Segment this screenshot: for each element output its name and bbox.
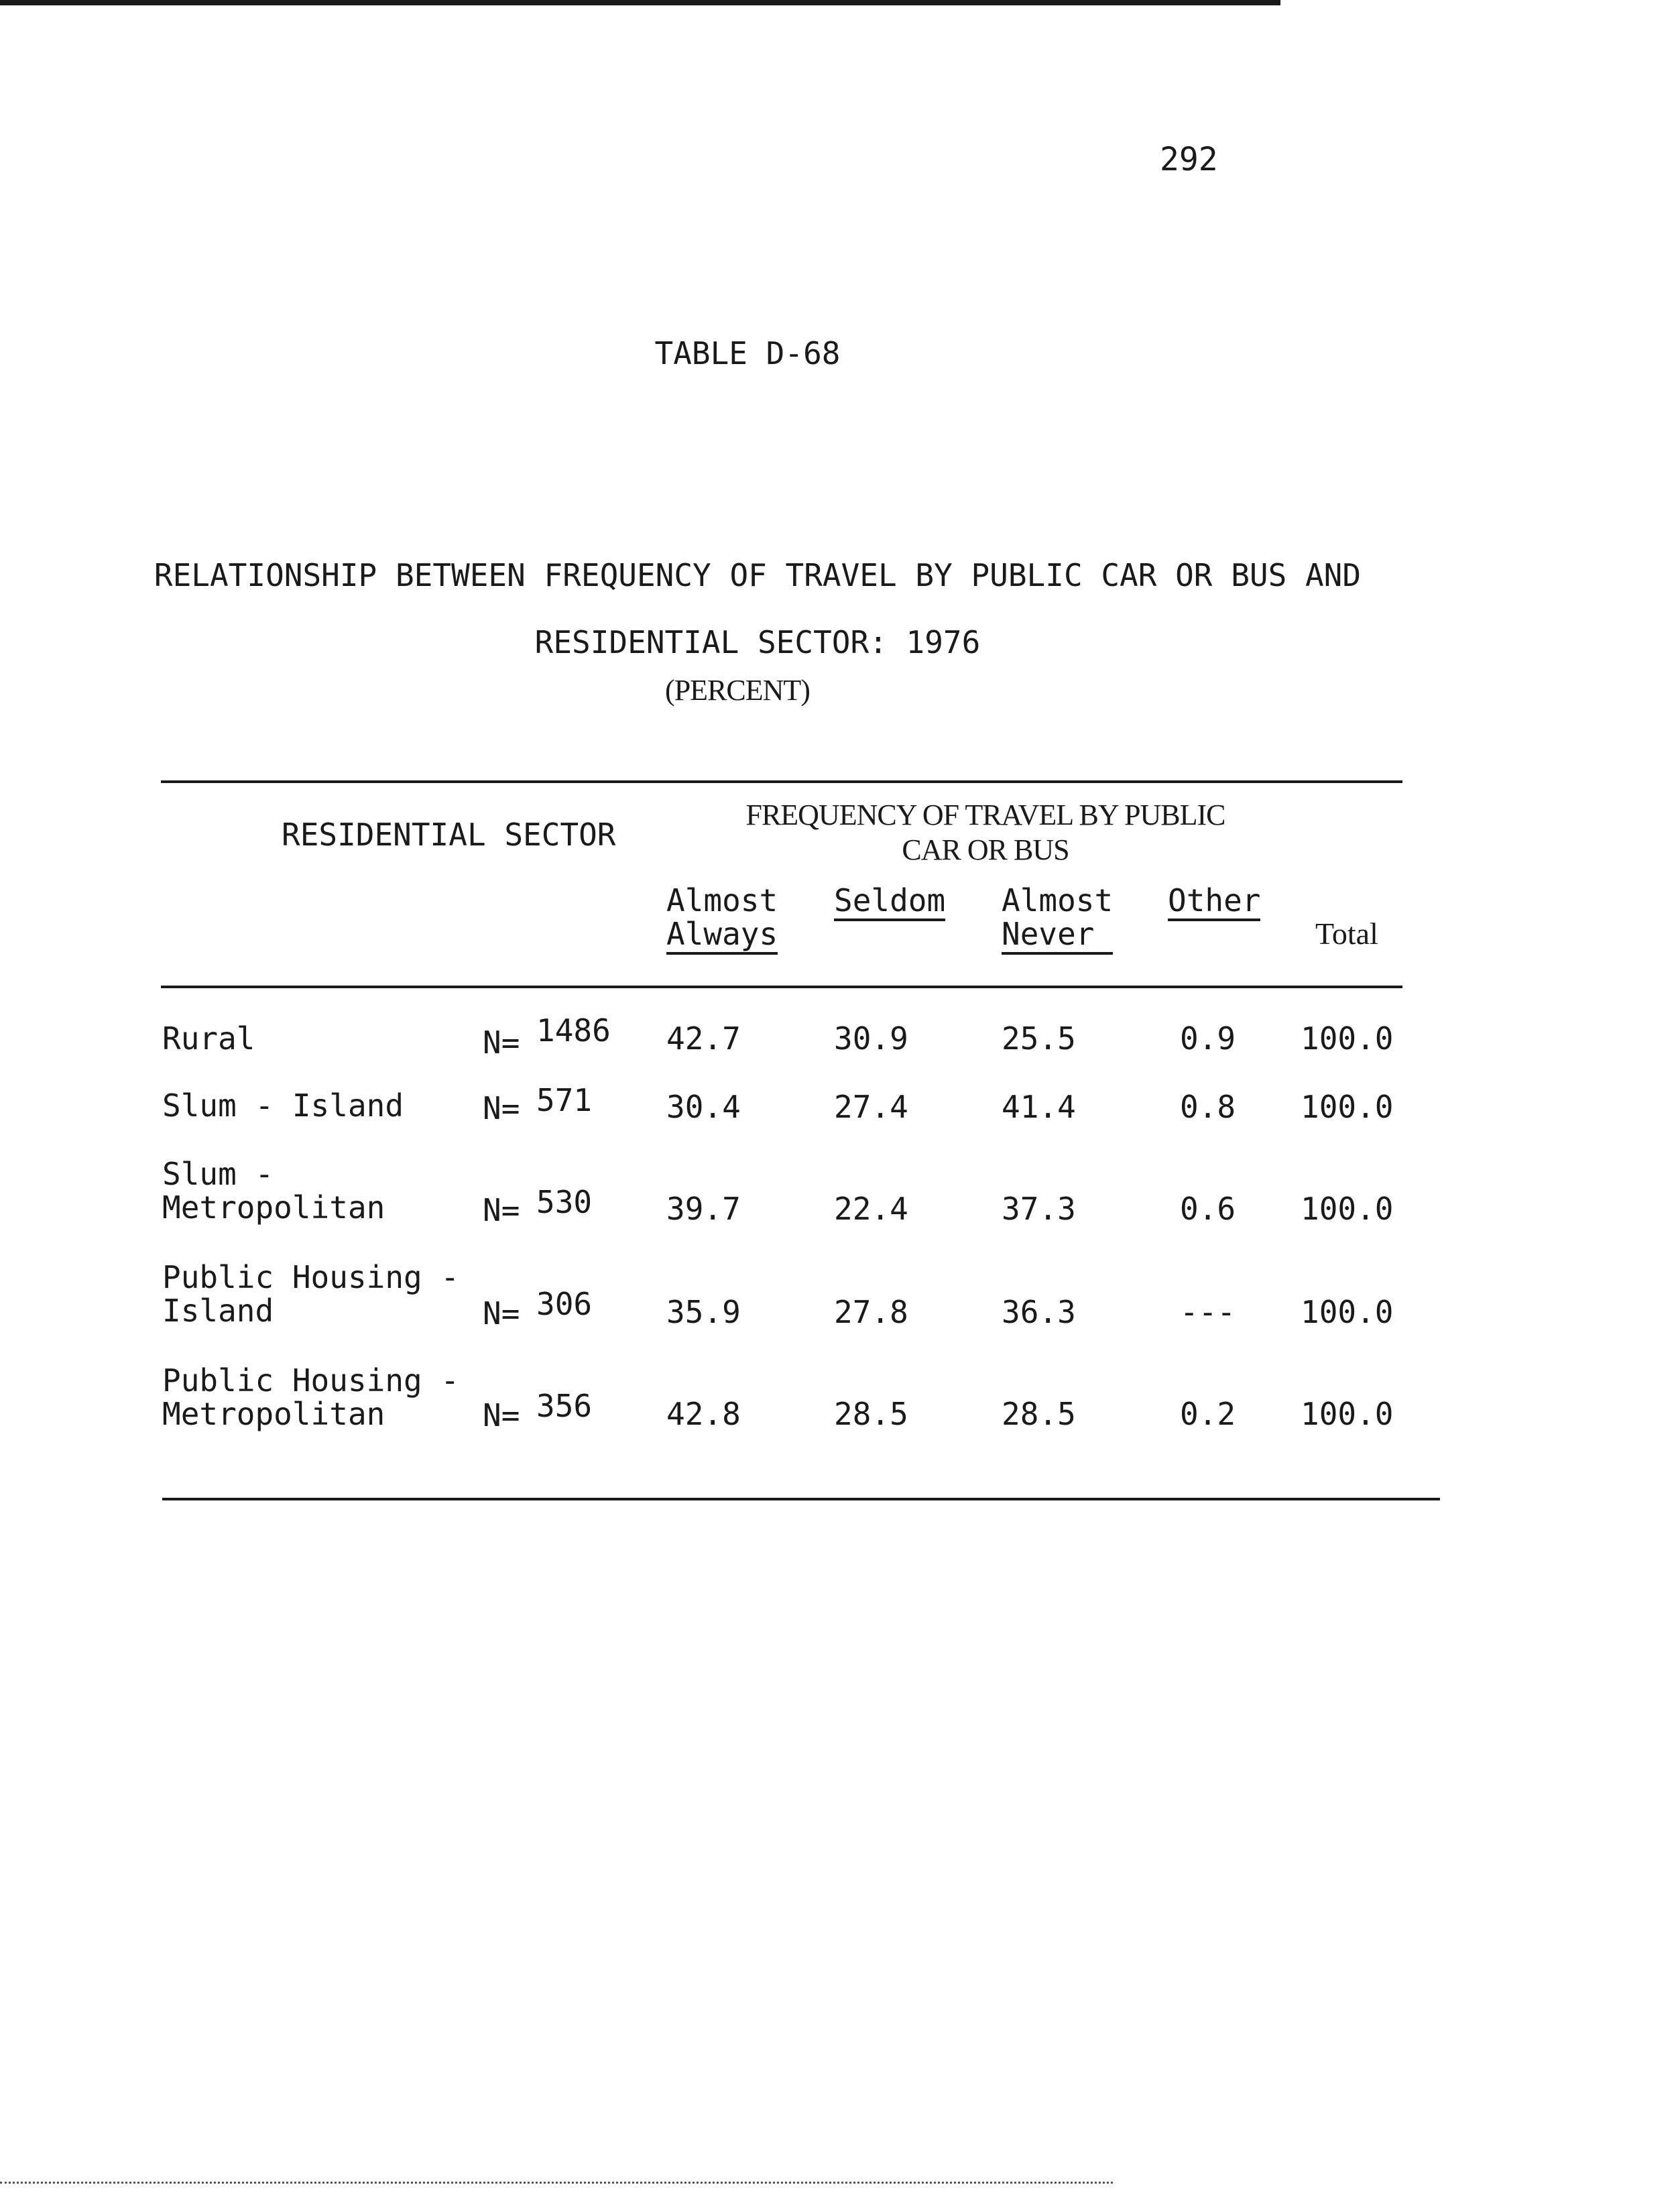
table-subtitle: (PERCENT) <box>665 674 810 707</box>
table-id: TABLE D-68 <box>654 335 841 371</box>
seldom-value: 28.5 <box>834 1396 908 1432</box>
seldom-value: 30.9 <box>834 1020 908 1057</box>
row-label: Public Housing - Island <box>162 1259 460 1329</box>
n-value: 530 <box>536 1184 593 1220</box>
bottom-scan-edge <box>0 2182 1113 2184</box>
total-value: 100.0 <box>1301 1294 1394 1330</box>
column-header-total: Total <box>1315 916 1378 951</box>
row-label: Public Housing - Metropolitan <box>162 1362 460 1432</box>
total-value: 100.0 <box>1301 1396 1394 1432</box>
frequency-header <box>737 798 1234 868</box>
almost-never-value: 28.5 <box>1002 1396 1076 1432</box>
almost-always-value: 30.4 <box>666 1089 741 1125</box>
title-line-1: RELATIONSHIP BETWEEN FREQUENCY OF TRAVEL BY PUBLIC CAR OR BUS AND <box>154 557 1362 593</box>
page-number: 292 <box>1160 141 1218 178</box>
row-label: Slum - Island <box>162 1087 404 1124</box>
other-value: 0.9 <box>1180 1020 1236 1057</box>
column-header-seldom: Seldom <box>834 884 945 921</box>
other-value: --- <box>1180 1294 1236 1330</box>
frequency-header-line-2: CAR OR BUS <box>902 833 1069 866</box>
total-value: 100.0 <box>1301 1191 1394 1227</box>
top-border-rule <box>0 0 1280 5</box>
residential-sector-header: RESIDENTIAL SECTOR <box>282 817 616 853</box>
row-label: Rural <box>162 1020 255 1057</box>
n-value: 356 <box>536 1388 593 1424</box>
column-header-almost-always: Almost Always <box>666 884 778 955</box>
seldom-value: 27.4 <box>834 1089 908 1125</box>
column-header-other: Other <box>1168 884 1260 921</box>
row-label: Slum - Metropolitan <box>162 1156 385 1226</box>
almost-always-value: 35.9 <box>666 1294 741 1330</box>
almost-always-value: 39.7 <box>666 1191 741 1227</box>
seldom-value: 22.4 <box>834 1191 908 1227</box>
almost-always-value: 42.8 <box>666 1396 741 1432</box>
n-value: 1486 <box>536 1012 611 1049</box>
almost-never-value: 36.3 <box>1002 1294 1076 1330</box>
n-label: N= <box>483 1192 520 1228</box>
table-bottom-rule <box>162 1498 1440 1500</box>
title-line-2: RESIDENTIAL SECTOR: 1976 <box>534 624 981 660</box>
n-label: N= <box>483 1397 520 1433</box>
total-value: 100.0 <box>1301 1089 1394 1125</box>
other-value: 0.2 <box>1180 1396 1236 1432</box>
frequency-header-line-1: FREQUENCY OF TRAVEL BY PUBLIC <box>745 798 1225 831</box>
n-label: N= <box>483 1024 520 1061</box>
n-label: N= <box>483 1090 520 1126</box>
header-bottom-rule <box>161 986 1402 988</box>
almost-never-value: 37.3 <box>1002 1191 1076 1227</box>
total-value: 100.0 <box>1301 1020 1394 1057</box>
table-top-rule <box>161 780 1402 783</box>
n-value: 571 <box>536 1082 593 1118</box>
other-value: 0.6 <box>1180 1191 1236 1227</box>
almost-always-value: 42.7 <box>666 1020 741 1057</box>
n-value: 306 <box>536 1286 593 1322</box>
almost-never-value: 41.4 <box>1002 1089 1076 1125</box>
column-header-almost-never: Almost Never <box>1002 884 1113 955</box>
n-label: N= <box>483 1295 520 1332</box>
almost-never-value: 25.5 <box>1002 1020 1076 1057</box>
table-title <box>121 542 1394 676</box>
seldom-value: 27.8 <box>834 1294 908 1330</box>
other-value: 0.8 <box>1180 1089 1236 1125</box>
